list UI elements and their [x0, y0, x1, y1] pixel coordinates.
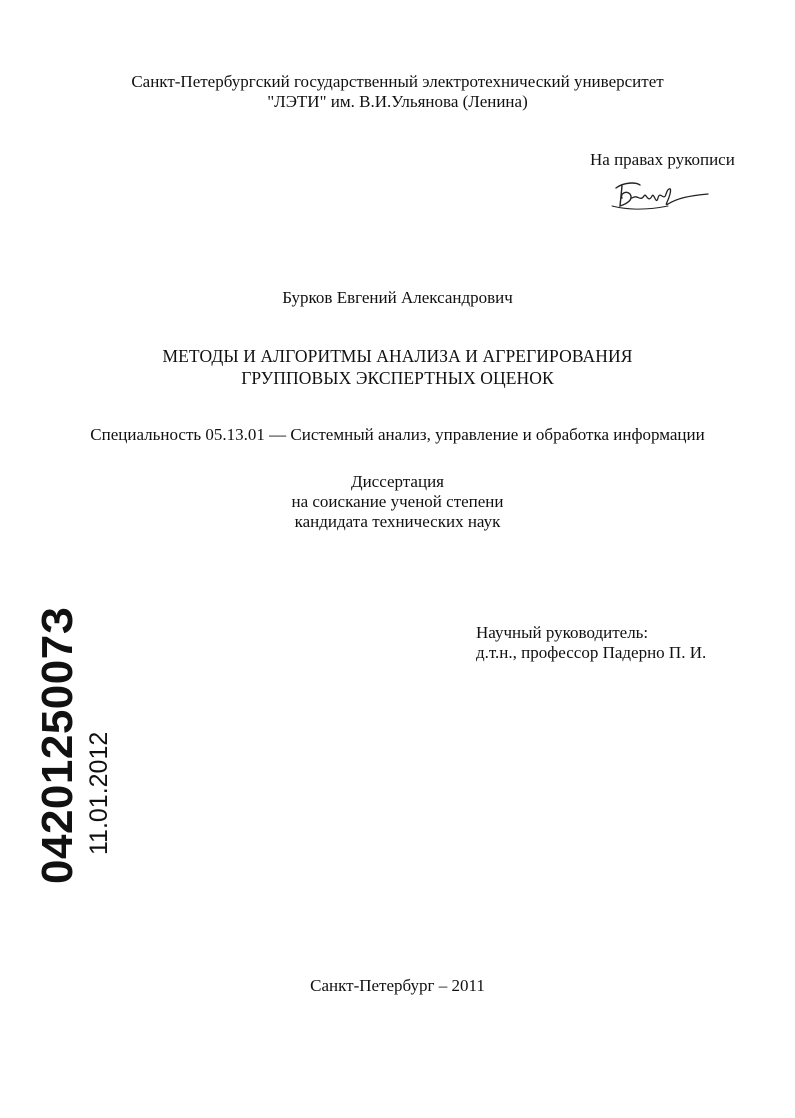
author-name: Бурков Евгений Александрович: [282, 288, 513, 307]
university-line-1: Санкт-Петербургский государственный электротехнический университет: [131, 72, 664, 91]
dissertation-type: Диссертация: [350, 472, 444, 491]
stamp-number: 0420125007З: [33, 606, 82, 884]
dissertation-title-line-2: ГРУППОВЫХ ЭКСПЕРТНЫХ ОЦЕНОК: [241, 368, 554, 388]
dissertation-title-line-1: МЕТОДЫ И АЛГОРИТМЫ АНАЛИЗА И АГРЕГИРОВАНИЯ: [162, 346, 633, 366]
supervisor-label: Научный руководитель:: [476, 623, 649, 642]
university-line-2: "ЛЭТИ" им. В.И.Ульянова (Ленина): [267, 92, 528, 111]
degree-line-2: кандидата технических наук: [294, 512, 501, 531]
author-signature: [608, 176, 718, 216]
specialty-line: Специальность 05.13.01 — Системный анализ, управление и обработка информации: [90, 425, 705, 444]
supervisor-name: д.т.н., профессор Падерно П. И.: [476, 643, 707, 662]
manuscript-rights-label: На правах рукописи: [590, 150, 735, 169]
place-and-year: Санкт-Петербург – 2011: [310, 976, 485, 995]
stamp-date: 11.01.2012: [85, 731, 113, 855]
degree-line-1: на соискание ученой степени: [291, 492, 504, 511]
